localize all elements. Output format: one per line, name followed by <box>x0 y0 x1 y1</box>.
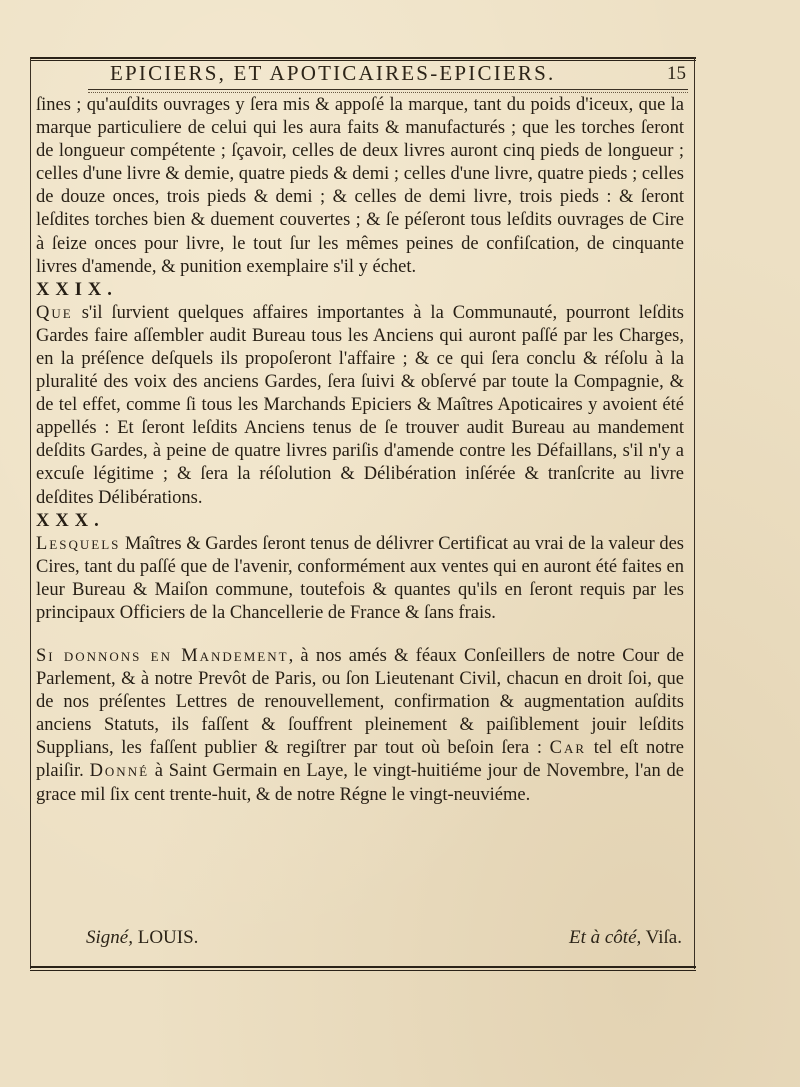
donne-word: Donné <box>89 761 150 782</box>
mandement-text-b: tel eſt notre plaiſir. <box>36 738 685 782</box>
right-frame-line <box>694 57 695 969</box>
mandement-text-c: à Saint Germain en Laye, le vingt-huitiéme jour de Novembre, l'an de grace mil ſix cent trente-huit, & de notre Régne le vingt-neuviéme. <box>36 761 684 805</box>
paragraph-mandement <box>36 645 684 807</box>
bottom-rule <box>30 966 696 968</box>
header-rule-dotted <box>88 92 688 93</box>
bottom-rule-thin <box>30 970 696 971</box>
signature-line <box>86 927 682 955</box>
article-heading-xxix: XXIX. <box>36 279 118 300</box>
article-lead-word: Que <box>36 302 73 323</box>
article-lead-word: Lesquels <box>36 533 121 554</box>
mandement-text: , à nos amés & féaux Conſeillers de notre Cour de Parlement, & à notre Prevôt de Paris, ou ſon Lieutenant Civil, chacun en droit ſoi, que de nos préſentes Lettres de renouvellement, confirmation & augmentation auſdits anciens Statuts, ils faſſent & ſouffrent pleinement & paiſiblement jouir leſdits Supplians, les faſſent publier & regiſtrer par tout où beſoin ſera : <box>36 645 684 759</box>
page-number: 15 <box>667 63 686 84</box>
paragraph-article-xxix <box>36 302 684 510</box>
a-cote-label: Et à côté, <box>568 927 642 948</box>
header-rule <box>88 89 688 90</box>
signature-right <box>569 927 682 949</box>
paragraph-article-xxx <box>36 533 684 625</box>
running-title: EPICIERS, ET APOTICAIRES-EPICIERS. <box>110 61 556 85</box>
article-text: Maîtres & Gardes ſeront tenus de délivrer Certificat au vrai de la valeur des Cires, tant du paſſé que de l'avenir, conformément aux ventes qui en auront été faites en leur Bureau & Maiſon commune, toutefois & quantes qu'ils en ſeront requis par les principaux Officiers de la Chancellerie de France & ſans frais. <box>36 533 684 623</box>
mandement-lead: Si donnons en Mandement <box>36 645 289 666</box>
signer-name: LOUIS. <box>132 927 199 948</box>
signature-left <box>86 927 198 949</box>
article-heading-xxx: XXX. <box>36 510 105 531</box>
visa-label: Viſa. <box>641 927 682 948</box>
article-text: s'il ſurvient quelques affaires importantes à la Communauté, pourront leſdits Gardes faire aſſembler audit Bureau tous les Anciens qui auront paſſé par les Charges, en la préſence deſquels ils propoſeront l'affaire ; & ce qui ſera conclu & réſolu à la pluralité des voix des anciens Gardes, ſera ſuivi & obſervé par toute la Compagnie, & de tel effet, comme ſi tous les Marchands Epiciers & Maîtres Apoticaires y avoient été appellés : Et ſeront leſdits Anciens tenus de ſe trouver audit Bureau au mandement deſdits Gardes, à peine de quatre livres pariſis d'amende contre les Défaillans, s'il n'y a excuſe légitime ; & ſera la réſolution & Délibération inſérée & tranſcrite au livre deſdites Délibérations. <box>36 302 684 508</box>
running-header <box>30 60 694 88</box>
car-word: Car <box>549 738 587 759</box>
top-rule <box>30 57 696 59</box>
signe-label: Signé, <box>86 927 133 948</box>
paragraph-continuation: ſines ; qu'auſdits ouvrages y ſera mis & appoſé la marque, tant du poids d'iceux, que la marque particuliere de celui qui les aura faits & manufacturés ; que les torches ſeront de longueur compétente ; ſçavoir, celles de deux livres auront cinq pieds de longueur ; celles d'une livre & demie, quatre pieds & demi ; celles d'une livre, quatre pieds ; celles de douze onces, trois pieds & demi ; & celles de demi livre, trois pieds : & ſeront leſdites torches bien & duement couvertes ; & ſe péſeront tous leſdits ouvrages de Cire à ſeize onces pour livre, le tout ſur les mêmes peines de confiſcation, de cinquante livres d'amende, & punition exemplaire s'il y échet. <box>36 95 684 277</box>
body-text <box>36 94 684 807</box>
paragraph-gap <box>36 625 684 645</box>
left-frame-line <box>30 57 31 969</box>
